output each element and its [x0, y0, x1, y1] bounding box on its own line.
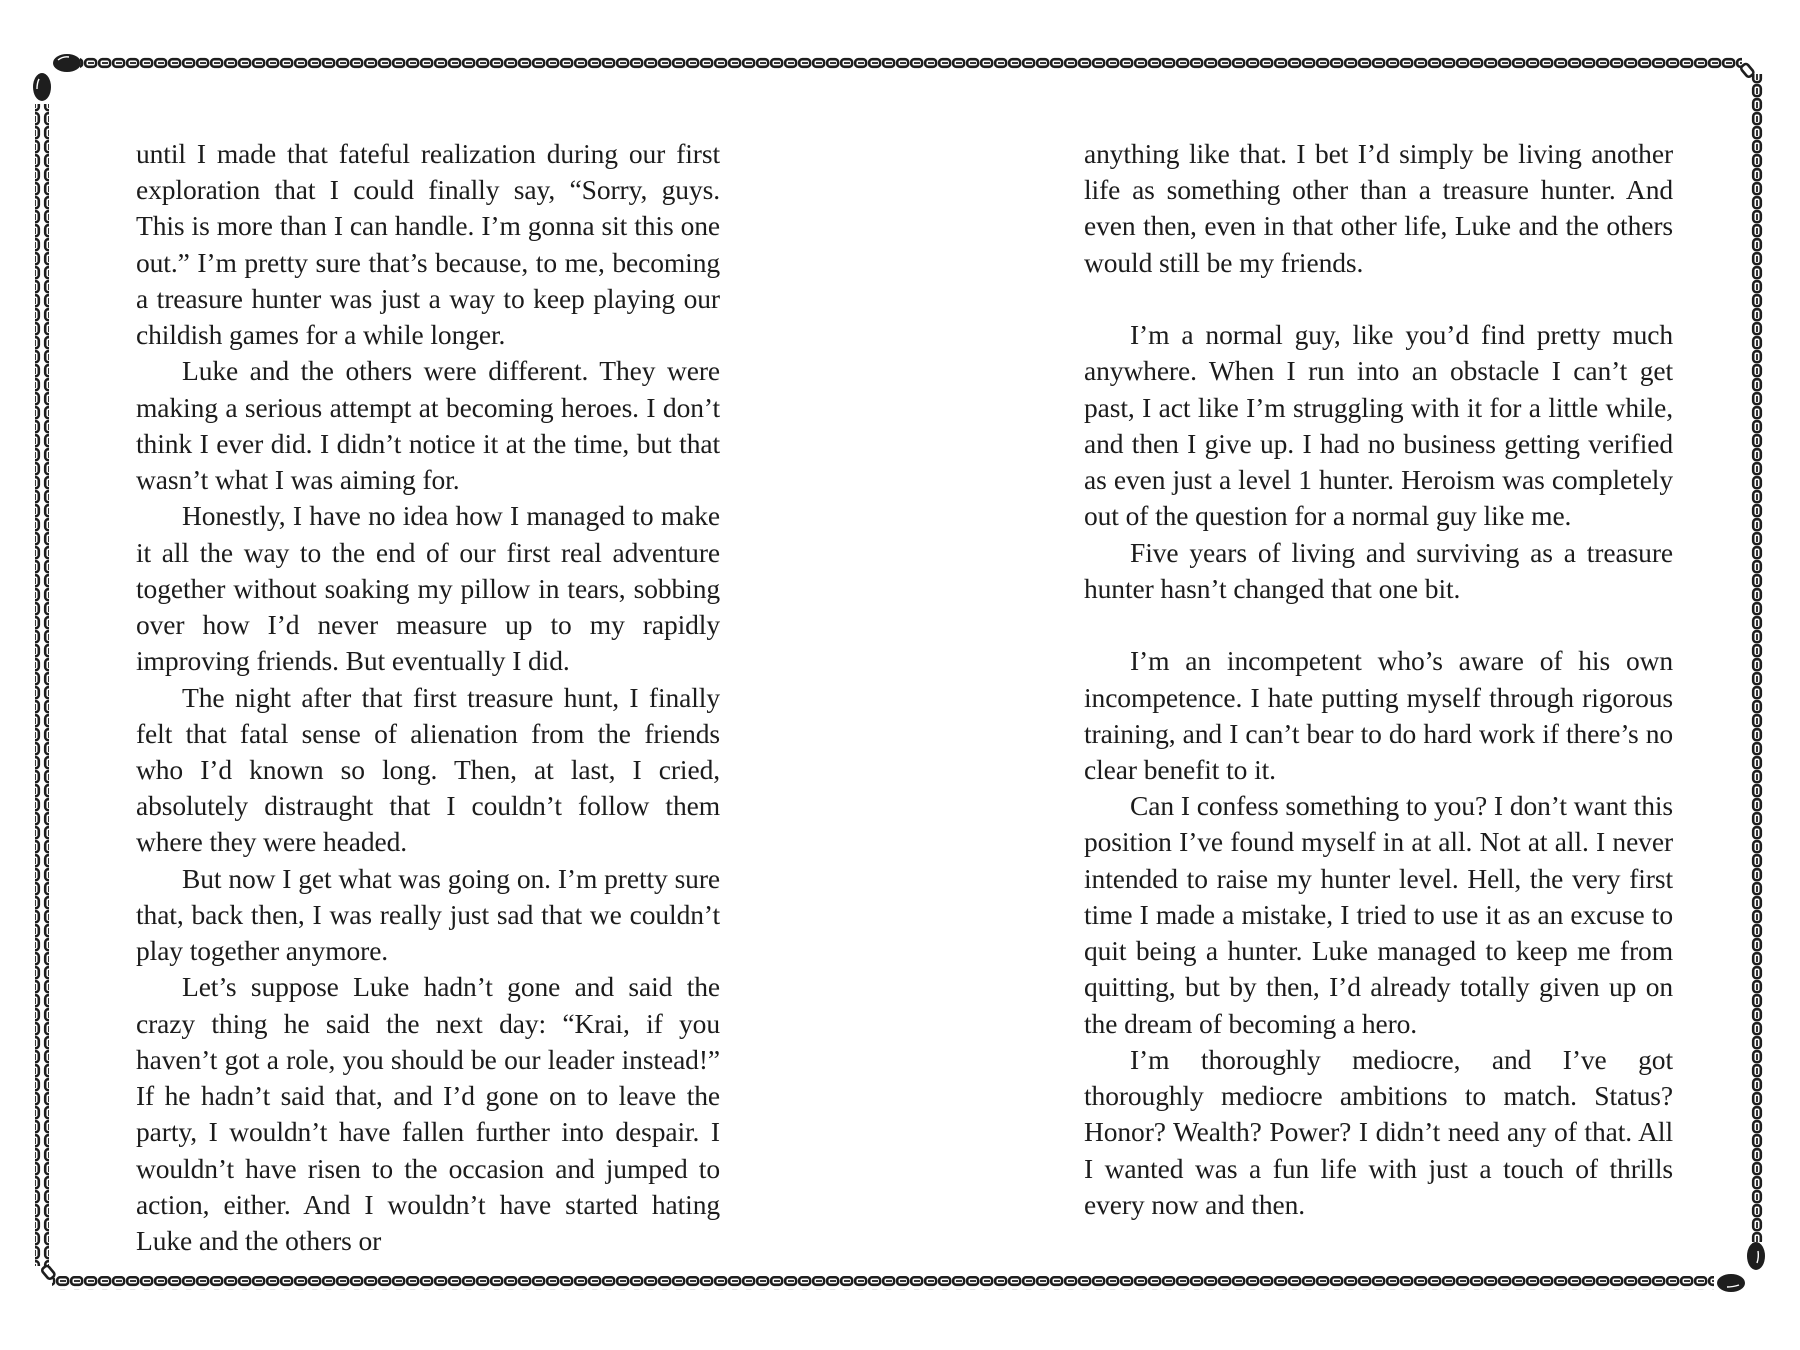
section-break — [1084, 607, 1673, 643]
paragraph: Luke and the others were different. They were making a serious attempt at becoming heroes. I don’t think I ever did. I didn’t notice it at the time, but that wasn’t what I was aiming for. — [136, 355, 720, 496]
left-page-text — [136, 136, 720, 1259]
paragraph: I’m thoroughly mediocre, and I’ve got thoroughly mediocre ambitions to match. Status? Honor? Wealth? Power? I didn’t need any of that. All I wanted was a fun life with just a touch of thrills every now and then. — [1084, 1043, 1673, 1220]
paragraph: until I made that fateful realization during our first exploration that I could finally say, “Sorry, guys. This is more than I can handle. I’m gonna sit this one out.” I’m pretty sure that’s because, to me, becoming a treasure hunter was just a way to keep playing our childish games for a while longer. — [136, 138, 720, 351]
corner-link-top-right — [1740, 63, 1754, 78]
bead-bottom-right-icon — [1717, 1274, 1745, 1292]
paragraph: Honestly, I have no idea how I managed to make it all the way to the end of our first real adventure together without soaking my pillow in tears, sobbing over how I’d never measure up to my rapidly improving friends. But eventually I did. — [136, 500, 720, 677]
bead-right-bottom-icon — [1747, 1242, 1765, 1270]
chain-bottom — [52, 1276, 1714, 1290]
paragraph: anything like that. I bet I’d simply be living another life as something other than a treasure hunter. And even then, even in that other life, Luke and the others would still be my friends. — [1084, 138, 1673, 278]
paragraph: Can I confess something to you? I don’t want this position I’ve found myself in at all. Not at all. I never intended to raise my hunter level. Hell, the very first time I made a mistake, I tried to use it as an excuse to quit being a hunter. Luke managed to keep me from quitting, but by then, I’d already totally given up on the dream of becoming a hero. — [1084, 790, 1673, 1039]
bead-top-left-icon — [53, 54, 81, 72]
chain-right — [1749, 74, 1763, 1242]
chain-top — [80, 56, 1742, 70]
chain-left — [35, 104, 49, 1266]
paragraph: Let’s suppose Luke hadn’t gone and said the crazy thing he said the next day: “Krai, if you haven’t got a role, you should be our leader instead!” If he hadn’t said that, and I’d gone on to leave the party, I wouldn’t have fallen further into despair. I wouldn’t have risen to the occasion and jumped to action, either. And I wouldn’t have started hating Luke and the others or — [136, 971, 720, 1257]
section-break — [1084, 281, 1673, 317]
paragraph: Five years of living and surviving as a treasure hunter hasn’t changed that one bit. — [1084, 536, 1673, 604]
paragraph: The night after that first treasure hunt, I finally felt that fatal sense of alienation from the friends who I’d known so long. Then, at last, I cried, absolutely distraught that I couldn’t follow them where they were headed. — [136, 681, 720, 858]
bead-left-top-icon — [33, 73, 51, 101]
paragraph: But now I get what was going on. I’m pretty sure that, back then, I was really just sad that we couldn’t play together anymore. — [136, 862, 720, 967]
corner-link-bottom-left — [41, 1265, 55, 1280]
paragraph: I’m an incompetent who’s aware of his own incompetence. I hate putting myself through rigorous training, and I can’t bear to do hard work if there’s no clear benefit to it. — [1084, 645, 1673, 785]
paragraph: I’m a normal guy, like you’d find pretty much anywhere. When I run into an obstacle I can’t get past, I act like I’m struggling with it for a little while, and then I give up. I had no business getting verified as even just a level 1 hunter. Heroism was completely out of the question for a normal guy like me. — [1084, 319, 1673, 532]
right-page-text — [1084, 136, 1673, 1223]
